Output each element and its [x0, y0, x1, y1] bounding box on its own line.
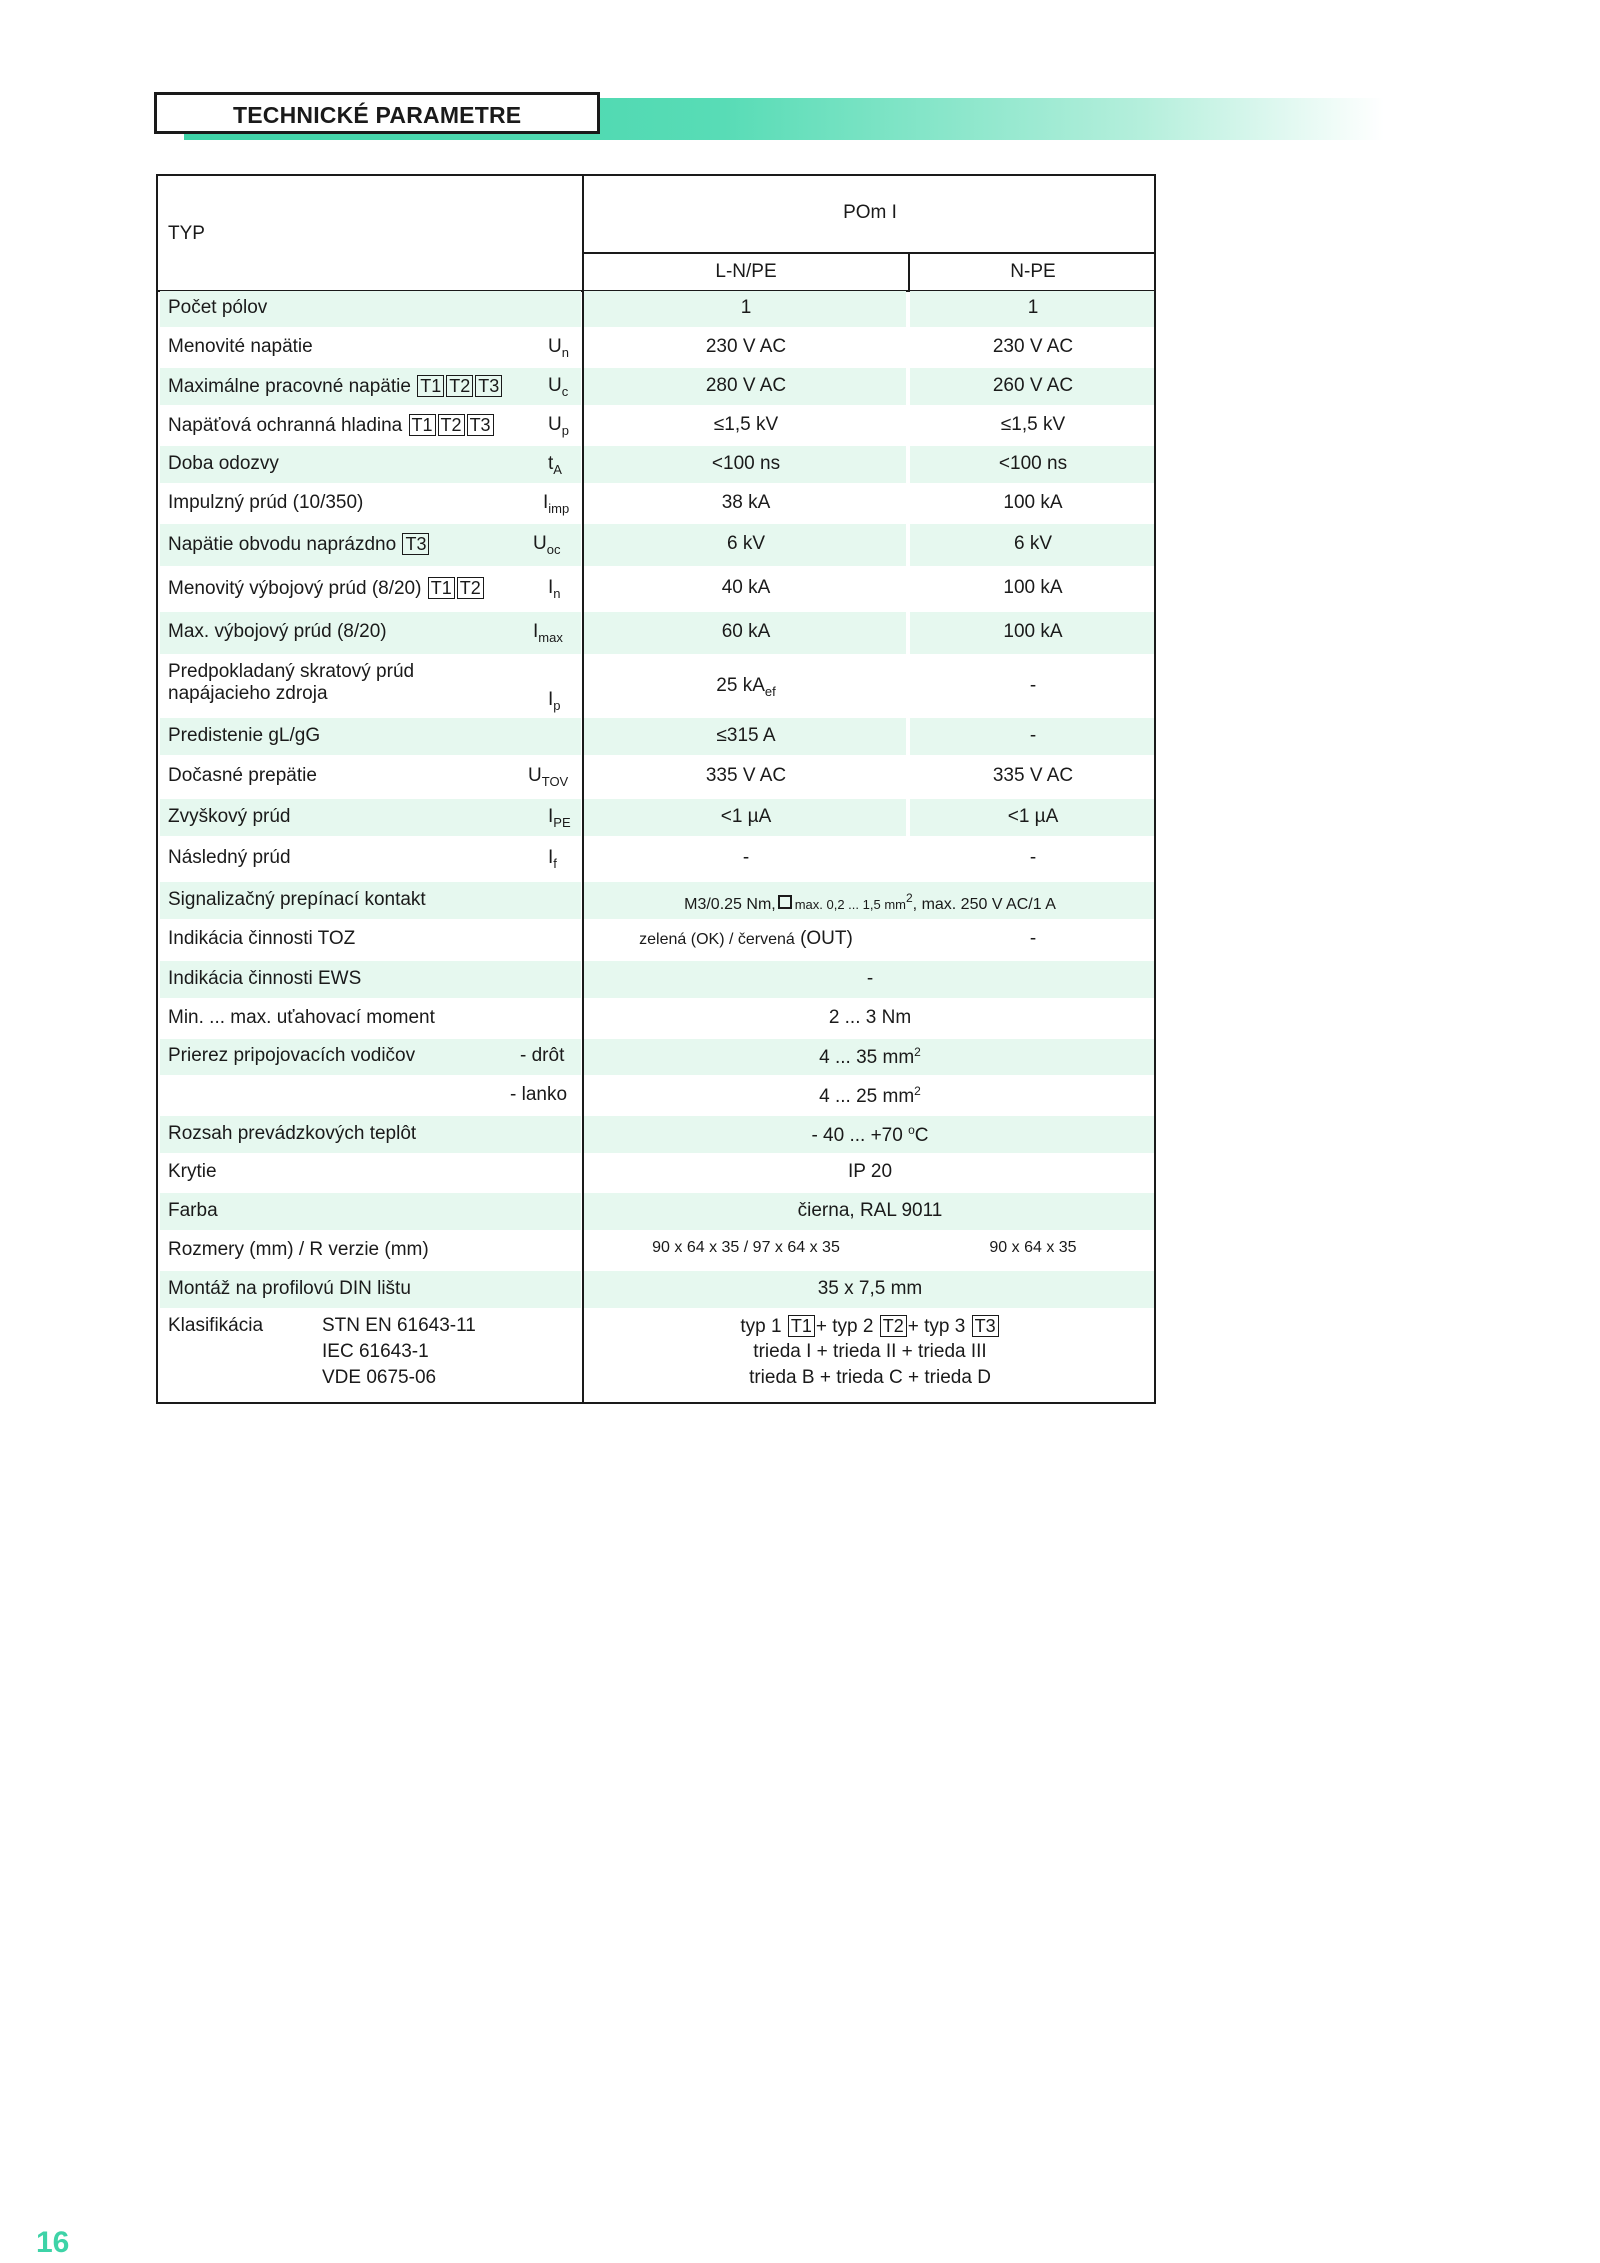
row-label-text: Indikácia činnosti TOZ [168, 928, 356, 949]
type-tag: T3 [972, 1315, 999, 1337]
row-label-text: Predistenie gL/gG [168, 725, 321, 746]
table-row [158, 367, 1154, 406]
value-ln-pe [584, 725, 908, 747]
type-tag: T2 [446, 375, 473, 397]
row-label [168, 1161, 217, 1183]
value-ln-pe [584, 453, 908, 475]
value-ln-pe [584, 847, 908, 869]
standard-name: STN EN 61643-11 [322, 1315, 476, 1336]
value-span [584, 1278, 1156, 1300]
table-row [158, 445, 1154, 484]
type-tag: T2 [880, 1315, 907, 1337]
row-label-text: Farba [168, 1200, 218, 1221]
row-label [168, 297, 267, 319]
symbol-subscript: max [538, 630, 563, 645]
value-ln-pe [584, 621, 908, 643]
symbol-letter: t [548, 453, 554, 474]
row-label [168, 1239, 429, 1261]
type-tag: T1 [417, 375, 444, 397]
value-span [584, 968, 1156, 990]
table-row [158, 1115, 1154, 1154]
value-text: 35 x 7,5 mm [817, 1278, 923, 1299]
table-row [158, 406, 1154, 445]
value-superscript: 2 [914, 1045, 921, 1059]
value-text: 60 kA [721, 621, 771, 642]
value-text: 1 [740, 297, 752, 318]
type-tag: T1 [428, 577, 455, 599]
classification-line: trieda B + trieda C + trieda D [749, 1367, 991, 1388]
table-row [158, 567, 1154, 611]
column-header-ln-pe: L-N/PE [715, 261, 777, 282]
value-ln-pe [584, 375, 908, 397]
row-label-text: Napäťová ochranná hladina [168, 415, 403, 436]
value-ln-pe [584, 675, 908, 699]
row-symbol [548, 847, 557, 871]
value-n-pe: 100 kA [1003, 621, 1063, 642]
row-label [168, 661, 414, 705]
typ-label: TYP [168, 223, 205, 244]
value-ln-pe [584, 533, 908, 555]
value-span [584, 891, 1156, 914]
value-span [584, 1007, 1156, 1029]
section-header [154, 92, 1384, 140]
page-number: 16 [36, 2226, 70, 2259]
value-text: 4 ... 25 mm [819, 1086, 915, 1107]
row-symbol [543, 492, 569, 516]
value-n-pe: <1 µA [1007, 806, 1059, 827]
value-text: 280 V AC [705, 375, 787, 396]
value-n-pe: 1 [1027, 297, 1039, 318]
symbol-subscript: A [553, 462, 562, 477]
classification-line [584, 1315, 1156, 1338]
symbol-subscript: PE [553, 815, 571, 830]
row-label [168, 1123, 416, 1145]
symbol-subscript: n [561, 345, 569, 360]
row-label-text: Menovité napätie [168, 336, 313, 357]
row-label [168, 577, 485, 600]
standard-name: VDE 0675-06 [322, 1367, 437, 1388]
value-text: + typ 2 [815, 1316, 874, 1337]
table-row [158, 290, 1154, 328]
table-row [158, 881, 1154, 920]
value-text: , max. 250 V AC/1 A [912, 896, 1056, 913]
value-ln-pe [584, 928, 908, 950]
table-row [158, 798, 1154, 837]
row-label-text: Max. výbojový prúd (8/20) [168, 621, 387, 642]
row-label [168, 533, 430, 556]
value-text: 4 ... 35 mm [819, 1047, 915, 1068]
type-tag: T3 [475, 375, 502, 397]
type-tag: T2 [438, 414, 465, 436]
symbol-letter: I [548, 847, 554, 868]
row-symbol [533, 621, 563, 645]
header-row-divider [582, 252, 1154, 254]
row-symbol [533, 533, 560, 557]
classification-line: trieda I + trieda II + trieda III [753, 1341, 987, 1362]
value-superscript: 2 [905, 891, 913, 905]
symbol-letter: I [543, 492, 549, 513]
value-n-pe: ≤1,5 kV [1000, 414, 1066, 435]
row-label-text: Prierez pripojovacích vodičov [168, 1045, 416, 1066]
type-tag: T2 [457, 577, 484, 599]
row-label-line: Predpokladaný skratový prúd [168, 661, 415, 682]
row-symbol [528, 765, 568, 789]
symbol-subscript: c [561, 384, 569, 399]
row-label-text: Signalizačný prepínací kontakt [168, 889, 426, 910]
row-label [168, 806, 290, 828]
row-symbol [548, 336, 569, 360]
value-text: (OUT) [800, 928, 853, 949]
symbol-letter: U [548, 375, 562, 396]
table-row [158, 1309, 1154, 1404]
symbol-letter: U [533, 533, 547, 554]
value-n-pe: 230 V AC [992, 336, 1074, 357]
type-tag: T3 [467, 414, 494, 436]
symbol-subscript: p [553, 698, 561, 713]
row-label-text: Montáž na profilovú DIN lištu [168, 1278, 411, 1299]
header-title-box [154, 92, 600, 134]
row-label-text: Doba odozvy [168, 453, 279, 474]
row-label-line: napájacieho zdroja [168, 683, 328, 704]
value-text: zelená (OK) / červená [639, 931, 795, 948]
symbol-subscript: f [553, 856, 557, 871]
row-label-text: Zvyškový prúd [168, 806, 291, 827]
row-label-text: Min. ... max. uťahovací moment [168, 1007, 435, 1028]
row-label-text: Maximálne pracovné napätie [168, 376, 411, 397]
row-symbol [548, 689, 561, 713]
row-symbol [548, 577, 561, 601]
type-tag: T1 [788, 1315, 815, 1337]
table-row [158, 1192, 1154, 1231]
row-label [168, 492, 363, 514]
row-label [168, 1045, 415, 1067]
value-text: max. 0,2 ... 1,5 mm [794, 897, 906, 912]
value-superscript: o [908, 1123, 915, 1137]
row-label-text: Rozmery (mm) / R verzie (mm) [168, 1239, 429, 1260]
value-text: <100 ns [711, 453, 781, 474]
row-label [168, 453, 279, 475]
value-span [584, 1084, 1156, 1108]
value-ln-pe [584, 492, 908, 514]
row-label [168, 847, 291, 869]
value-ln-pe [584, 414, 908, 436]
value-n-pe: 100 kA [1003, 492, 1063, 513]
type-tag: T3 [402, 533, 429, 555]
value-text: typ 1 [740, 1316, 782, 1337]
value-ln-pe [584, 765, 908, 787]
value-text: - [742, 847, 750, 868]
row-sublabel: - drôt [520, 1045, 565, 1066]
value-n-pe: 6 kV [1013, 533, 1053, 554]
value-n-pe: 335 V AC [992, 765, 1074, 786]
table-row [158, 999, 1154, 1038]
row-label [168, 1315, 263, 1337]
symbol-subscript: oc [546, 542, 561, 557]
value-text: 2 ... 3 Nm [828, 1007, 912, 1028]
symbol-letter: U [548, 336, 562, 357]
technical-parameters-table [156, 174, 1156, 1404]
symbol-letter: I [548, 577, 554, 598]
row-label [168, 1007, 435, 1029]
value-text: 6 kV [726, 533, 766, 554]
row-symbol [548, 375, 568, 399]
table-row [158, 1038, 1154, 1076]
symbol-subscript: n [553, 586, 561, 601]
symbol-subscript: TOV [541, 774, 569, 789]
value-text: 38 kA [721, 492, 771, 513]
row-symbol [548, 414, 569, 438]
product-name: POm I [843, 202, 897, 223]
symbol-letter: I [548, 806, 554, 827]
table-row [158, 837, 1154, 881]
row-label [168, 621, 387, 643]
value-text: ≤1,5 kV [713, 414, 779, 435]
table-row [158, 1270, 1154, 1309]
value-ln-pe [584, 336, 908, 358]
row-label [168, 889, 426, 911]
value-span [584, 1123, 1156, 1147]
row-label-text: Klasifikácia [168, 1315, 264, 1336]
value-ln-pe [584, 577, 908, 599]
type-tag: T1 [409, 414, 436, 436]
symbol-letter: I [548, 689, 554, 710]
table-row [158, 960, 1154, 999]
table-row [158, 655, 1154, 717]
row-label-text: Napätie obvodu naprázdno [168, 534, 397, 555]
symbol-subscript: p [561, 423, 569, 438]
row-label [168, 725, 320, 747]
row-label [168, 1200, 218, 1222]
value-text: C [914, 1125, 929, 1146]
row-label [168, 1278, 411, 1300]
value-text: 335 V AC [705, 765, 787, 786]
value-n-pe: - [1029, 675, 1037, 696]
row-label-text: Menovitý výbojový prúd (8/20) [168, 578, 422, 599]
value-span [584, 1161, 1156, 1183]
table-row [158, 1076, 1154, 1115]
symbol-letter: I [533, 621, 539, 642]
value-text: <1 µA [720, 806, 772, 827]
value-n-pe: - [1029, 847, 1037, 868]
table-row [158, 920, 1154, 960]
value-text: - 40 ... +70 [811, 1125, 909, 1146]
symbol-letter: U [528, 765, 542, 786]
value-n-pe: 90 x 64 x 35 [989, 1239, 1077, 1256]
value-subscript: ef [764, 684, 776, 699]
table-row [158, 484, 1154, 523]
value-text: - [866, 968, 874, 989]
row-label [168, 336, 313, 358]
row-symbol [548, 453, 562, 477]
value-text: čierna, RAL 9011 [797, 1200, 943, 1221]
column-header-n-pe: N-PE [1010, 261, 1056, 282]
row-label-text: Rozsah prevádzkových teplôt [168, 1123, 417, 1144]
standard-name: IEC 61643-1 [322, 1341, 429, 1362]
row-label-text: Počet pólov [168, 297, 268, 318]
square-icon [778, 895, 792, 909]
symbol-letter: U [548, 414, 562, 435]
symbol-subscript: imp [548, 501, 570, 516]
value-text: + typ 3 [907, 1316, 966, 1337]
row-label-text: Krytie [168, 1161, 217, 1182]
table-row [158, 328, 1154, 367]
value-span [584, 1200, 1156, 1222]
row-label-text: Impulzný prúd (10/350) [168, 492, 364, 513]
value-text: 90 x 64 x 35 / 97 x 64 x 35 [652, 1239, 840, 1256]
value-span [584, 1045, 1156, 1069]
value-text: 40 kA [721, 577, 771, 598]
row-symbol [548, 806, 571, 830]
section-title: TECHNICKÉ PARAMETRE [233, 102, 522, 128]
value-text: 230 V AC [705, 336, 787, 357]
table-row [158, 1154, 1154, 1192]
value-text: ≤315 A [716, 725, 776, 746]
table-row [158, 717, 1154, 756]
value-text: IP 20 [847, 1161, 893, 1182]
row-label [168, 928, 355, 950]
table-row [158, 756, 1154, 798]
row-sublabel: - lanko [510, 1084, 568, 1105]
value-ln-pe [584, 1239, 908, 1257]
value-text: 25 kA [716, 675, 765, 696]
row-label [168, 968, 361, 990]
value-n-pe: <100 ns [998, 453, 1068, 474]
value-n-pe: 260 V AC [992, 375, 1074, 396]
table-row [158, 611, 1154, 655]
value-ln-pe [584, 297, 908, 319]
row-shade [160, 1193, 581, 1230]
row-label-text: Dočasné prepätie [168, 765, 317, 786]
value-ln-pe [584, 806, 908, 828]
table-row [158, 1231, 1154, 1270]
value-superscript: 2 [914, 1084, 921, 1098]
row-label [168, 414, 495, 437]
table-row [158, 523, 1154, 567]
row-label-text: Následný prúd [168, 847, 291, 868]
value-text: M3/0.25 Nm, [684, 896, 776, 913]
value-n-pe: 100 kA [1003, 577, 1063, 598]
value-n-pe: - [1029, 725, 1037, 746]
value-n-pe: - [1029, 928, 1037, 949]
row-label-text: Indikácia činnosti EWS [168, 968, 362, 989]
row-label [168, 765, 317, 787]
row-label [168, 375, 503, 398]
